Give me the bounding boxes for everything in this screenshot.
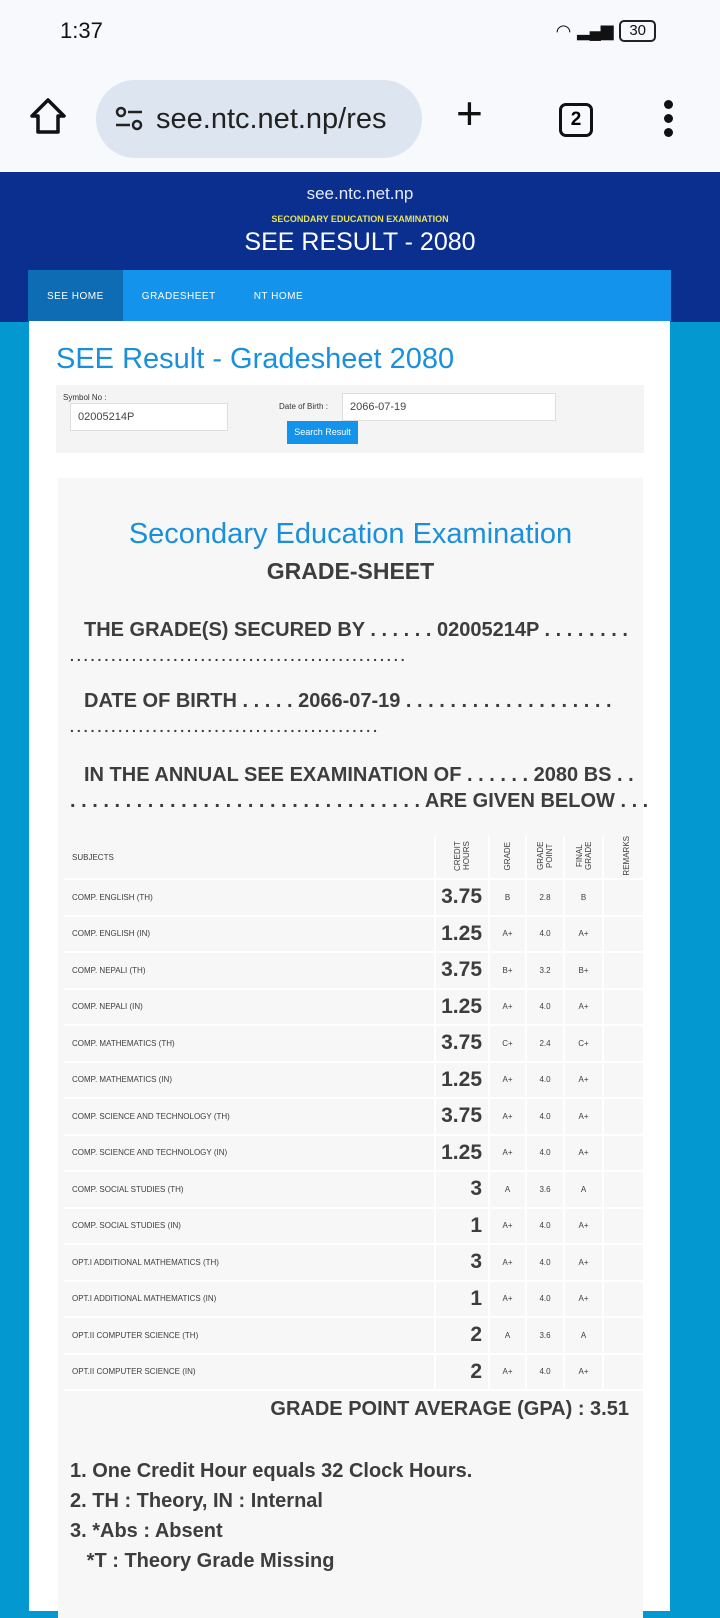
final-grade-cell: B <box>564 879 603 916</box>
table-row <box>64 916 649 953</box>
table-row <box>64 1098 649 1135</box>
column-header-label: REMARKS <box>622 836 631 876</box>
credit-hours-cell: 1.25 <box>435 1062 489 1099</box>
table-row <box>64 1171 649 1208</box>
subject-cell: COMP. SCIENCE AND TECHNOLOGY (TH) <box>64 1098 435 1135</box>
credit-hours-cell: 1.25 <box>435 989 489 1026</box>
column-header <box>526 836 564 879</box>
remarks-cell <box>603 1244 649 1281</box>
column-header <box>564 836 603 879</box>
final-grade-cell: A+ <box>564 1135 603 1172</box>
status-bar <box>0 0 720 60</box>
grade-cell: A+ <box>489 989 526 1026</box>
table-row <box>64 1354 649 1391</box>
nav-nt-home[interactable]: NT HOME <box>253 291 304 302</box>
gradesheet <box>58 478 649 1618</box>
remarks-cell <box>603 952 649 989</box>
column-header-label: CREDIT HOURS <box>453 841 471 871</box>
url-text: see.ntc.net.np/res <box>156 102 387 135</box>
table-row <box>64 1135 649 1172</box>
credit-hours-cell: 1 <box>435 1208 489 1245</box>
final-grade-cell: A+ <box>564 1208 603 1245</box>
credit-hours-cell: 3.75 <box>435 1098 489 1135</box>
dotted-line: ............................................. <box>70 719 381 735</box>
grade-point-cell: 4.0 <box>526 1062 564 1099</box>
address-bar[interactable] <box>96 80 422 158</box>
gradesheet-subheading: GRADE-SHEET <box>266 558 435 584</box>
final-grade-cell: C+ <box>564 1025 603 1062</box>
final-grade-cell: A+ <box>564 1354 603 1391</box>
nav-see-home[interactable]: SEE HOME <box>28 270 123 321</box>
subject-cell: COMP. SCIENCE AND TECHNOLOGY (IN) <box>64 1135 435 1172</box>
grade-cell: A+ <box>489 1244 526 1281</box>
table-row <box>64 1244 649 1281</box>
remarks-cell <box>603 1025 649 1062</box>
remarks-cell <box>603 989 649 1026</box>
search-result-button[interactable]: Search Result <box>287 421 358 444</box>
dob-line: DATE OF BIRTH . . . . . 2066-07-19 . . . . . . . . . . . . . . . . . . . <box>84 690 612 712</box>
remarks-cell <box>603 1208 649 1245</box>
notes <box>70 1456 472 1576</box>
grade-point-cell: 2.4 <box>526 1025 564 1062</box>
table-row <box>64 989 649 1026</box>
site-title: SEE RESULT - 2080 <box>244 228 476 256</box>
column-header-label: GRADE <box>503 841 512 871</box>
credit-hours-cell: 2 <box>435 1317 489 1354</box>
grade-point-cell: 4.0 <box>526 989 564 1026</box>
grade-cell: C+ <box>489 1025 526 1062</box>
subject-cell: OPT.I ADDITIONAL MATHEMATICS (TH) <box>64 1244 435 1281</box>
credit-hours-cell: 1 <box>435 1281 489 1318</box>
final-grade-cell: A+ <box>564 1244 603 1281</box>
final-grade-cell: A+ <box>564 1281 603 1318</box>
content-card <box>29 321 670 1611</box>
exam-line-2: . . . . . . . . . . . . . . . . . . . . . . . . . . . . . . . . ARE GIVEN BELOW . . . <box>70 790 649 812</box>
site-settings-icon[interactable] <box>114 106 144 132</box>
exam-line: IN THE ANNUAL SEE EXAMINATION OF . . . . . . 2080 BS . . <box>84 764 634 786</box>
final-grade-cell: A <box>564 1171 603 1208</box>
grade-cell: A+ <box>489 1354 526 1391</box>
symbol-label: Symbol No : <box>63 393 107 402</box>
gpa: GRADE POINT AVERAGE (GPA) : 3.51 <box>270 1398 629 1420</box>
grade-cell: A <box>489 1317 526 1354</box>
grade-cell: A+ <box>489 1135 526 1172</box>
grade-point-cell: 4.0 <box>526 1281 564 1318</box>
remarks-cell <box>603 1171 649 1208</box>
dob-input[interactable]: 2066-07-19 <box>342 393 556 421</box>
tab-switcher-button[interactable]: 2 <box>559 103 593 137</box>
gradesheet-heading: Secondary Education Examination <box>128 518 573 550</box>
grade-cell: A+ <box>489 1208 526 1245</box>
dotted-line: ................................................. <box>70 648 408 664</box>
dob-label: Date of Birth : <box>279 402 328 411</box>
grade-cell: A+ <box>489 916 526 953</box>
grade-cell: A <box>489 1171 526 1208</box>
final-grade-cell: A+ <box>564 1098 603 1135</box>
browser-toolbar <box>0 60 720 172</box>
subject-cell: COMP. MATHEMATICS (TH) <box>64 1025 435 1062</box>
secured-by-line: THE GRADE(S) SECURED BY . . . . . . 02005214P . . . . . . . . <box>84 619 628 641</box>
home-icon[interactable] <box>28 96 68 136</box>
credit-hours-cell: 3 <box>435 1171 489 1208</box>
subject-cell: COMP. SOCIAL STUDIES (TH) <box>64 1171 435 1208</box>
grade-point-cell: 3.2 <box>526 952 564 989</box>
remarks-cell <box>603 1098 649 1135</box>
table-row <box>64 1025 649 1062</box>
grade-cell: A+ <box>489 1098 526 1135</box>
final-grade-cell: A <box>564 1317 603 1354</box>
grade-cell: A+ <box>489 1062 526 1099</box>
final-grade-cell: B+ <box>564 952 603 989</box>
new-tab-icon[interactable]: + <box>456 87 483 139</box>
subject-cell: COMP. SOCIAL STUDIES (IN) <box>64 1208 435 1245</box>
table-row <box>64 1062 649 1099</box>
subject-cell: COMP. NEPALI (TH) <box>64 952 435 989</box>
subject-cell: COMP. NEPALI (IN) <box>64 989 435 1026</box>
wifi-icon: ◠ <box>555 20 572 41</box>
column-header <box>603 836 649 879</box>
page-title: SEE Result - Gradesheet 2080 <box>56 343 455 375</box>
nav-gradesheet[interactable]: GRADESHEET <box>141 291 216 302</box>
credit-hours-cell: 3.75 <box>435 952 489 989</box>
grade-point-cell: 4.0 <box>526 916 564 953</box>
column-header-label: FINAL GRADE <box>574 841 593 871</box>
credit-hours-cell: 1.25 <box>435 1135 489 1172</box>
grade-cell: B+ <box>489 952 526 989</box>
grade-point-cell: 4.0 <box>526 1098 564 1135</box>
remarks-cell <box>603 1135 649 1172</box>
credit-hours-cell: 3.75 <box>435 1025 489 1062</box>
table-row <box>64 952 649 989</box>
final-grade-cell: A+ <box>564 916 603 953</box>
signal-icon: ▂▄▆ <box>577 23 614 40</box>
more-menu-icon[interactable] <box>664 100 674 142</box>
grade-point-cell: 4.0 <box>526 1244 564 1281</box>
credit-hours-cell: 2 <box>435 1354 489 1391</box>
grade-point-cell: 4.0 <box>526 1208 564 1245</box>
subject-cell: OPT.II COMPUTER SCIENCE (TH) <box>64 1317 435 1354</box>
remarks-cell <box>603 916 649 953</box>
subject-cell: OPT.II COMPUTER SCIENCE (IN) <box>64 1354 435 1391</box>
column-header <box>435 836 489 879</box>
grade-point-cell: 3.6 <box>526 1171 564 1208</box>
grade-cell: B <box>489 879 526 916</box>
remarks-cell <box>603 1281 649 1318</box>
note: 1. One Credit Hour equals 32 Clock Hours. <box>70 1460 473 1482</box>
table-row <box>64 1281 649 1318</box>
final-grade-cell: A+ <box>564 989 603 1026</box>
grade-point-cell: 4.0 <box>526 1354 564 1391</box>
column-header-label: GRADE POINT <box>536 841 554 871</box>
grade-cell: A+ <box>489 1281 526 1318</box>
credit-hours-cell: 3.75 <box>435 879 489 916</box>
table-row <box>64 1317 649 1354</box>
subject-cell: COMP. ENGLISH (IN) <box>64 916 435 953</box>
column-header <box>489 836 526 879</box>
subject-cell: COMP. MATHEMATICS (IN) <box>64 1062 435 1099</box>
subject-cell: OPT.I ADDITIONAL MATHEMATICS (IN) <box>64 1281 435 1318</box>
note: *T : Theory Grade Missing <box>70 1550 335 1572</box>
site-subtitle: SECONDARY EDUCATION EXAMINATION <box>271 214 449 224</box>
note: 3. *Abs : Absent <box>70 1520 223 1542</box>
grade-point-cell: 3.6 <box>526 1317 564 1354</box>
remarks-cell <box>603 879 649 916</box>
clock: 1:37 <box>60 18 103 43</box>
table-row <box>64 1208 649 1245</box>
battery-icon: 30 <box>619 20 656 42</box>
symbol-input[interactable]: 02005214P <box>70 403 228 431</box>
grades-table <box>64 836 649 1391</box>
table-row <box>64 879 649 916</box>
note: 2. TH : Theory, IN : Internal <box>70 1490 323 1512</box>
credit-hours-cell: 3 <box>435 1244 489 1281</box>
column-header <box>64 836 435 879</box>
site-name: see.ntc.net.np <box>306 184 414 203</box>
remarks-cell <box>603 1317 649 1354</box>
credit-hours-cell: 1.25 <box>435 916 489 953</box>
nav-bar <box>28 270 671 321</box>
subject-cell: COMP. ENGLISH (TH) <box>64 879 435 916</box>
grade-point-cell: 2.8 <box>526 879 564 916</box>
remarks-cell <box>603 1062 649 1099</box>
final-grade-cell: A+ <box>564 1062 603 1099</box>
remarks-cell <box>603 1354 649 1391</box>
search-form <box>56 385 644 453</box>
column-header-label: SUBJECTS <box>72 852 114 862</box>
grade-point-cell: 4.0 <box>526 1135 564 1172</box>
